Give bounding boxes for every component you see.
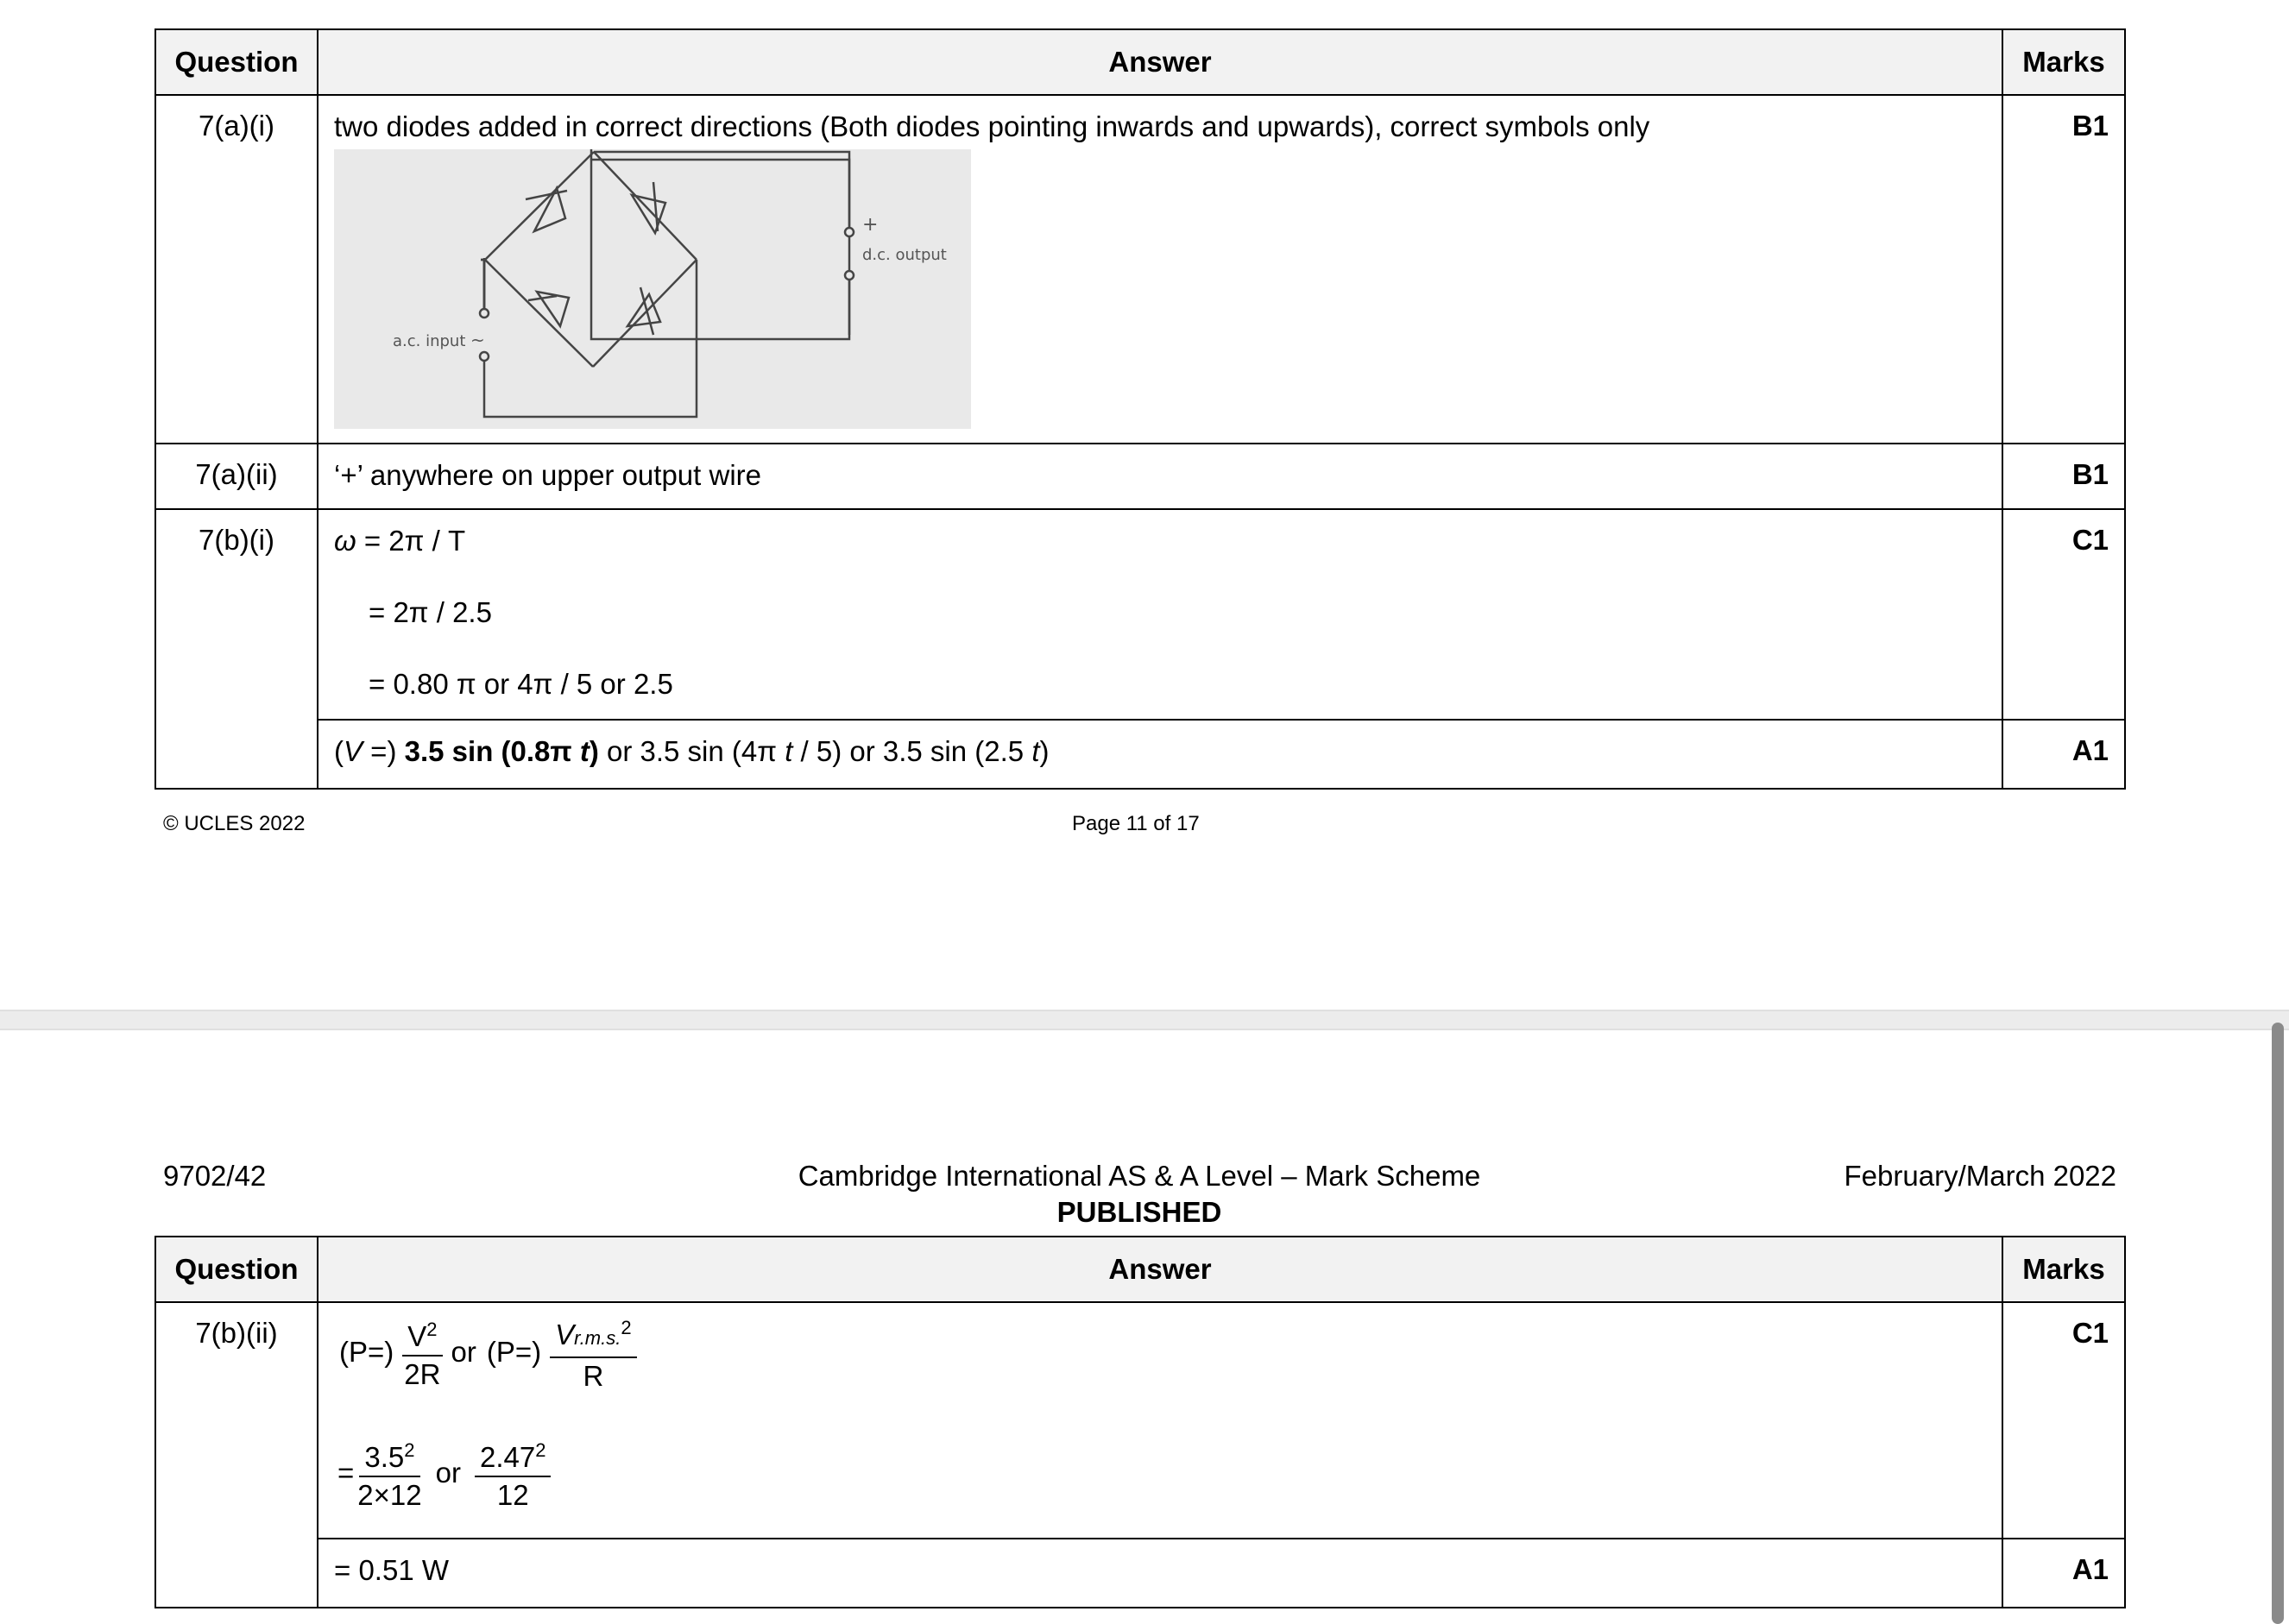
marks-cell: A1	[2002, 1539, 2125, 1608]
num-sup: 2	[621, 1317, 632, 1338]
equals: =)	[363, 735, 405, 767]
omega-symbol: ω	[334, 525, 356, 557]
numerator	[402, 1313, 442, 1356]
fraction-v2-over-2r	[402, 1313, 442, 1391]
alt-part-a: or 3.5 sin (4π	[598, 735, 785, 767]
alt-part-b: / 5) or 3.5 sin (2.5	[792, 735, 1032, 767]
copyright-footer: © UCLES 2022	[163, 812, 306, 835]
equals: =	[337, 1457, 355, 1489]
alt-t2: t	[1031, 735, 1040, 767]
fraction-3-5-squared	[357, 1434, 421, 1512]
num-text: V	[407, 1320, 427, 1352]
num-sup: 2	[404, 1439, 415, 1461]
answer-line-2: = 2π / 2.5	[369, 596, 492, 628]
num-sup: 2	[426, 1319, 438, 1340]
bold-part-b: )	[589, 735, 599, 767]
table-row	[155, 95, 2125, 444]
alt-part-c: )	[1039, 735, 1050, 767]
question-cell: 7(b)(ii)	[155, 1302, 318, 1608]
or-text: or	[451, 1336, 476, 1368]
alt-t1: t	[785, 735, 793, 767]
table-row	[155, 720, 2125, 789]
exam-session: February/March 2022	[1844, 1160, 2116, 1192]
mark-scheme-title: Cambridge International AS & A Level – Mark Scheme	[798, 1160, 1481, 1192]
answer-cell	[318, 444, 2002, 509]
numerator	[550, 1312, 636, 1358]
answer-cell	[318, 1539, 2002, 1608]
num-sub: r.m.s.	[574, 1327, 621, 1349]
question-cell: 7(b)(i)	[155, 509, 318, 789]
dc-output-label: d.c. output	[862, 246, 947, 264]
answer-cell	[318, 1302, 2002, 1539]
substitution-line	[334, 1434, 1986, 1512]
question-cell: 7(a)(ii)	[155, 444, 318, 509]
ac-tilde-label: ~	[470, 330, 485, 350]
or-text: or	[435, 1457, 461, 1489]
header-marks: Marks	[2002, 1237, 2125, 1302]
marks-cell: B1	[2002, 95, 2125, 444]
mark-scheme-table-page-11	[154, 28, 2126, 790]
answer-line-1-rest: = 2π / T	[356, 525, 466, 557]
plus-label: +	[862, 214, 879, 236]
published-label: PUBLISHED	[1056, 1196, 1222, 1228]
answer-cell	[318, 95, 2002, 444]
power-formula-line	[334, 1312, 1986, 1393]
answer-cell	[318, 509, 2002, 720]
paren-open: (	[334, 735, 344, 767]
fraction-vrms2-over-r	[550, 1312, 636, 1393]
syllabus-code: 9702/42	[163, 1160, 267, 1192]
marks-cell: C1	[2002, 1302, 2125, 1539]
table-row	[155, 1302, 2125, 1539]
p-prefix: (P=)	[339, 1336, 394, 1368]
num-text: 3.5	[364, 1441, 405, 1473]
denominator: 12	[496, 1479, 529, 1511]
denominator: 2×12	[357, 1479, 422, 1511]
numerator	[475, 1434, 551, 1477]
header-question: Question	[155, 29, 318, 95]
answer-line-3: = 0.80 π or 4π / 5 or 2.5	[369, 668, 673, 700]
mark-scheme-table-page-12	[154, 1236, 2126, 1608]
v-symbol: V	[344, 735, 363, 767]
table-row	[155, 509, 2125, 720]
table-header-row	[155, 29, 2125, 95]
question-cell: 7(a)(i)	[155, 95, 318, 444]
denominator: R	[583, 1360, 604, 1392]
num-text: 2.47	[479, 1441, 536, 1473]
answer-text: ‘+’ anywhere on upper output wire	[334, 459, 761, 491]
marks-cell: B1	[2002, 444, 2125, 509]
bold-t: t	[579, 735, 590, 767]
scrollbar-thumb[interactable]	[2272, 1023, 2284, 1624]
header-question: Question	[155, 1237, 318, 1302]
p-prefix-2: (P=)	[486, 1336, 542, 1368]
page-number: Page 11 of 17	[1072, 812, 1200, 835]
table-row	[155, 1539, 2125, 1608]
answer-text	[334, 734, 1986, 769]
num-sup: 2	[535, 1439, 546, 1461]
bold-expression	[405, 735, 599, 767]
page-separator	[0, 1010, 2289, 1030]
marks-cell: A1	[2002, 720, 2125, 789]
bridge-rectifier-diagram	[334, 149, 971, 429]
numerator	[359, 1434, 419, 1477]
fraction-2-47-squared	[475, 1434, 551, 1512]
answer-text: = 0.51 W	[334, 1554, 449, 1586]
header-answer: Answer	[318, 1237, 2002, 1302]
header-answer: Answer	[318, 29, 2002, 95]
table-row	[155, 444, 2125, 509]
marks-cell: C1	[2002, 509, 2125, 720]
header-marks: Marks	[2002, 29, 2125, 95]
denominator: 2R	[404, 1358, 441, 1390]
answer-line-1	[334, 524, 1986, 558]
bold-part-a: 3.5 sin (0.8π	[404, 735, 580, 767]
table-header-row	[155, 1237, 2125, 1302]
num-text: V	[555, 1319, 575, 1350]
ac-input-label: a.c. input	[393, 332, 466, 350]
answer-text: two diodes added in correct directions (Both diodes pointing inwards and upwards), correct symbols only	[334, 110, 1650, 142]
answer-cell	[318, 720, 2002, 789]
